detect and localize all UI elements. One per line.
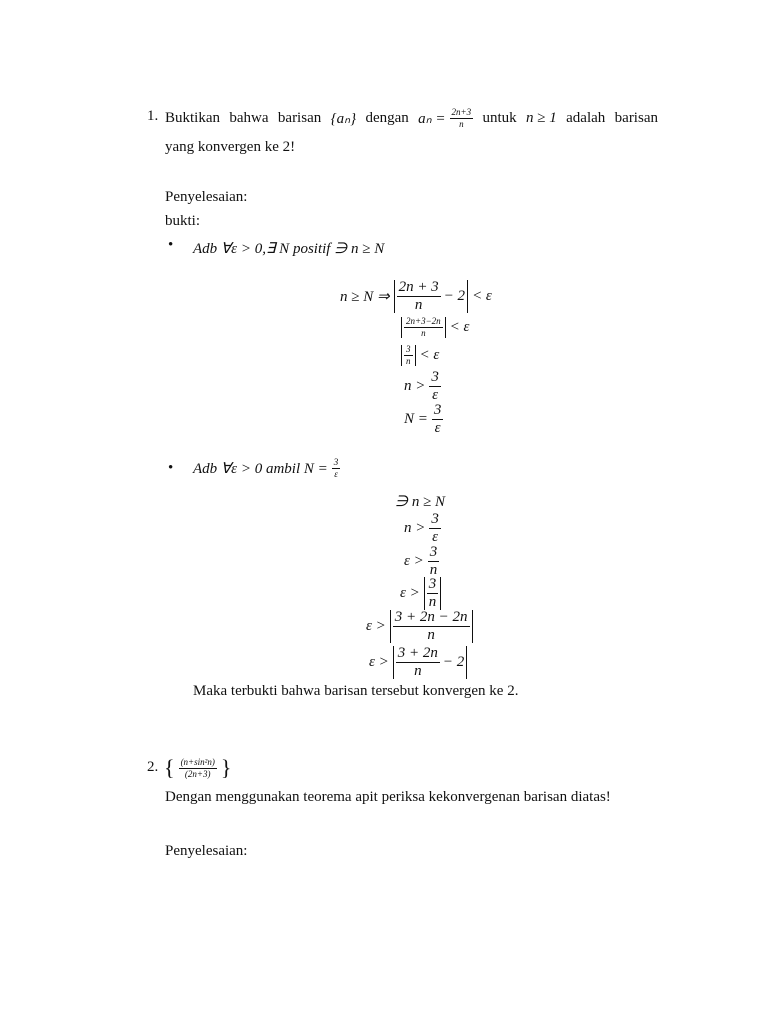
q1-statement [165, 108, 658, 129]
numerator: 3 + 2n [397, 645, 438, 661]
numerator: 2n+3−2n [406, 316, 441, 326]
denominator: n [406, 356, 411, 366]
an-fraction [450, 108, 474, 129]
denominator: n [414, 663, 422, 679]
solution-heading: Penyelesaian: [165, 189, 248, 205]
step-lhs: ε > [369, 654, 389, 670]
numerator: 2n + 3 [398, 279, 439, 295]
step-tail: − 2 [442, 654, 465, 670]
step-lhs: ε > [400, 585, 420, 601]
step-tail: − 2 [443, 288, 466, 304]
bullet2-prefix: Adb ∀ε > 0 ambil N = [193, 461, 328, 477]
denominator: (2n+3) [184, 768, 211, 779]
step-lhs: n > [404, 378, 426, 394]
s1: ∋ n ≥ N [395, 494, 446, 510]
bullet: • [168, 460, 174, 476]
numerator: 3 [431, 511, 439, 527]
denominator: ε [434, 420, 441, 436]
s2 [404, 512, 441, 545]
numerator: 3 [433, 402, 442, 418]
conclusion: Maka terbukti bahwa barisan tersebut konvergen ke 2. [193, 683, 519, 699]
s4 [400, 577, 441, 610]
right-brace: } [220, 755, 232, 780]
denominator: n [414, 297, 423, 313]
step-lhs: ε > [404, 553, 424, 569]
numerator: 2n+3 [451, 107, 472, 117]
step-lhs: N = [404, 411, 428, 427]
word: untuk [482, 110, 517, 126]
word: barisan [614, 110, 658, 126]
numerator: 3 [431, 369, 439, 385]
word: bahwa [229, 110, 269, 126]
denominator: n [459, 119, 464, 129]
q2-text: Dengan menggunakan teorema apit periksa kekonvergenan barisan diatas! [165, 789, 611, 805]
bullet1-text: Adb ∀ε > 0,∃ N positif ∋ n ≥ N [193, 241, 385, 257]
step2 [401, 317, 469, 338]
step-rhs: < ε [472, 288, 492, 304]
denominator: n [427, 627, 435, 643]
q1-line2: yang konvergen ke 2! [165, 139, 296, 155]
step-lhs: n > [404, 520, 426, 536]
bullet: • [168, 237, 174, 253]
numerator: 3 [406, 344, 411, 354]
s5 [366, 610, 473, 643]
numerator: 3 + 2n − 2n [394, 609, 468, 625]
denominator: n [428, 594, 437, 610]
word: Buktikan [165, 110, 220, 126]
bullet2-text [193, 458, 340, 479]
numerator: 3 [333, 457, 339, 467]
step5 [404, 403, 443, 436]
q2-number: 2. [147, 759, 159, 775]
proof-label: bukti: [165, 213, 201, 229]
denominator: n [421, 328, 426, 338]
step-rhs: < ε [419, 347, 440, 363]
step-rhs: < ε [449, 319, 470, 335]
numerator: (n+sin²n) [180, 756, 215, 767]
step1 [340, 280, 492, 313]
condition: n ≥ 1 [526, 110, 557, 126]
q1-number: 1. [147, 108, 159, 124]
left-brace: { [164, 755, 175, 780]
step4 [404, 370, 441, 403]
denominator: n [429, 562, 438, 578]
step-lhs: n ≥ N ⇒ [340, 289, 390, 305]
numerator: 3 [428, 576, 437, 592]
step-lhs: ε > [366, 618, 386, 634]
denominator: ε [432, 387, 439, 403]
word: adalah [566, 110, 606, 126]
q2-solution-heading: Penyelesaian: [165, 843, 248, 859]
an-lhs: aₙ = [418, 111, 446, 127]
q2-sequence [164, 755, 231, 781]
s3 [404, 545, 439, 578]
word: dengan [365, 110, 409, 126]
word: barisan [277, 110, 322, 126]
s6 [369, 646, 467, 679]
step3 [401, 345, 439, 366]
numerator: 3 [429, 544, 438, 560]
sequence-set: {aₙ} [330, 111, 357, 127]
denominator: ε [432, 529, 439, 545]
denominator: ε [334, 469, 338, 479]
